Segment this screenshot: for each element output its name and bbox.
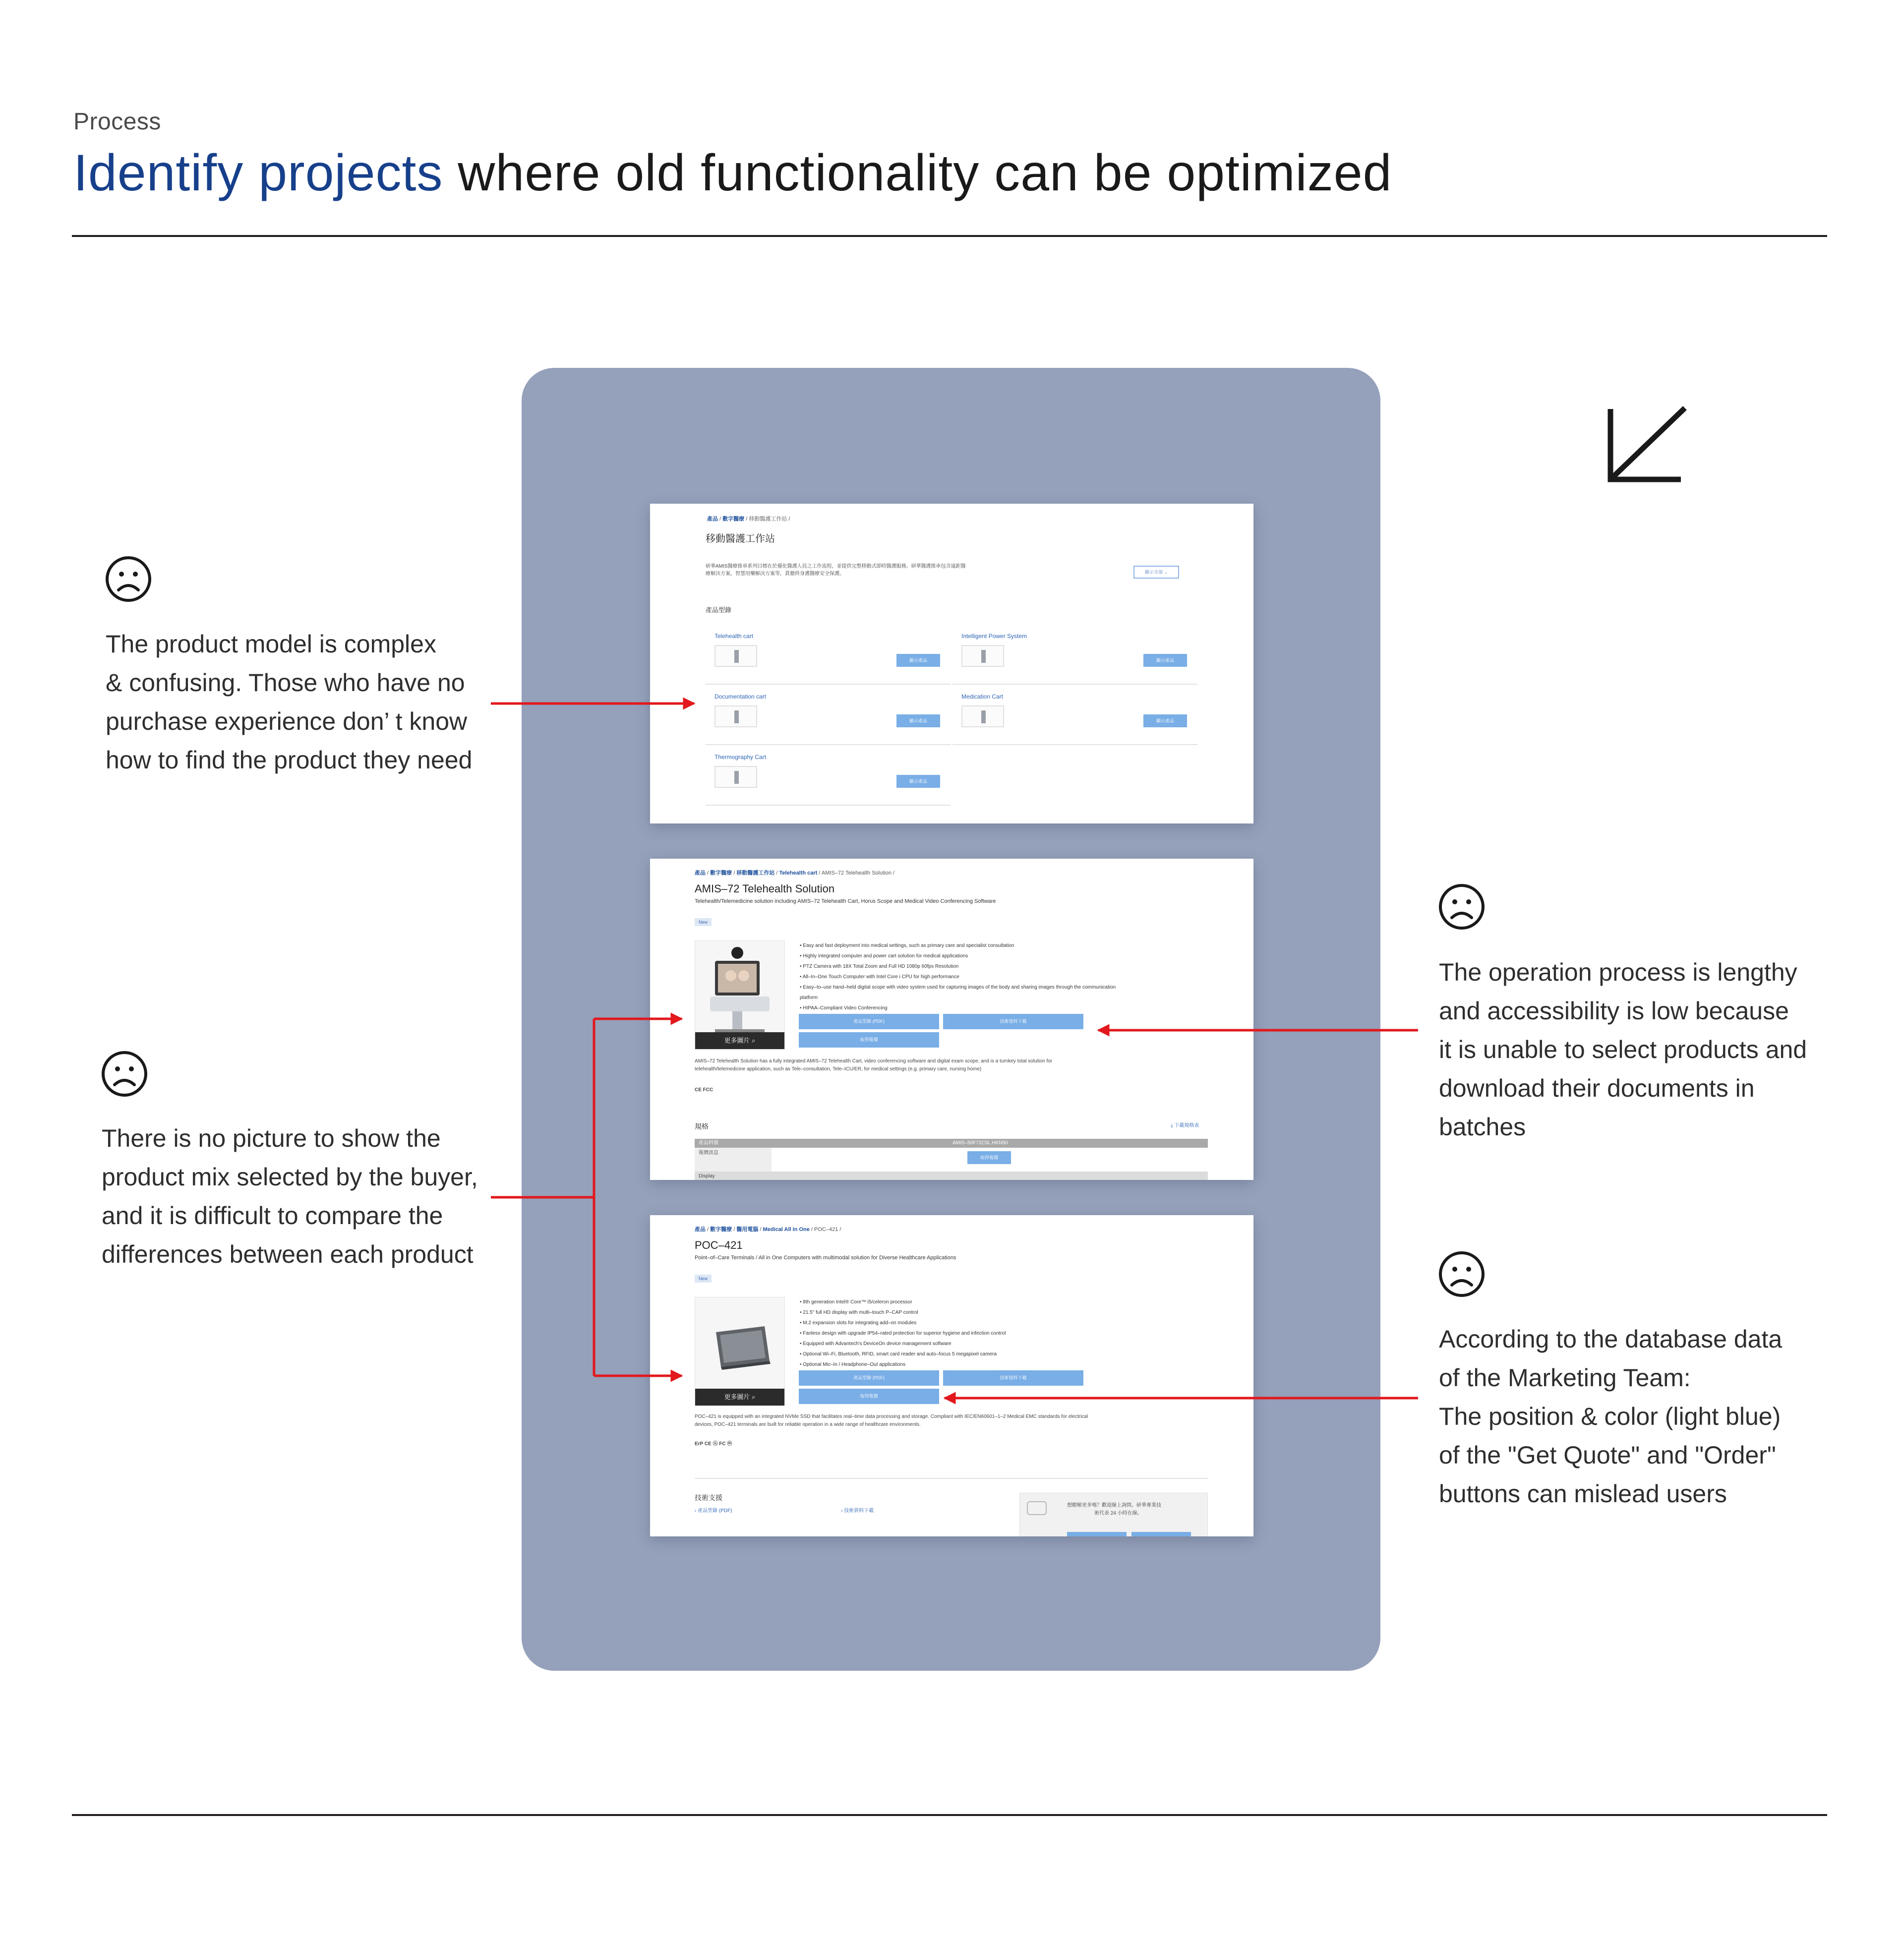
breadcrumb: 產品 / 數字醫療 / 醫用電腦 / Medical All in One / POC–421 / xyxy=(695,1227,841,1232)
filter-dropdown[interactable]: 顯示全部 ⌄ xyxy=(1133,566,1179,579)
chat-support-box[interactable] xyxy=(1019,1493,1208,1536)
more-images-button[interactable]: 更多圖片 ⌕ xyxy=(695,1389,784,1406)
product-name[interactable]: Documentation cart xyxy=(714,693,767,700)
chat-text-line1: 想瞭解更多嗎？歡迎線上詢問。研華專業技 xyxy=(1067,1503,1161,1508)
pain-point-note-3: The operation process is lengthy and accessibility is low because it is unable to select products and download their documents in batches xyxy=(1439,958,1807,1141)
spec-row-display-label: Display xyxy=(699,1173,715,1179)
show-product-button[interactable]: 顯示產品 xyxy=(896,714,940,727)
product-thumbnail xyxy=(714,645,757,667)
spec-table-header xyxy=(695,1139,1208,1148)
category-desc-line1: 研華AMIS醫療推車系列目標在於優化醫護人員之工作流程，並提供完整移動式即時醫護服務。研華醫護推車包含遠距醫 xyxy=(706,564,966,569)
category-title: 移動醫護工作站 xyxy=(706,533,775,544)
chat-text-line2: 術代表 24 小時在線。 xyxy=(1094,1511,1142,1516)
get-quote-button[interactable]: 取得報價 xyxy=(799,1032,939,1048)
chat-bubble-icon xyxy=(1027,1501,1047,1515)
more-images-button[interactable]: 更多圖片 ⌕ xyxy=(695,1032,784,1049)
chat-button-left[interactable] xyxy=(1067,1532,1127,1536)
spec-section-title: 規格 xyxy=(695,1122,709,1130)
certification-logos: ErP CE ⓤ FC ⓦ xyxy=(695,1441,732,1447)
section-eyebrow: Process xyxy=(73,109,161,135)
product-desc-line1: POC–421 is equipped with an integrated NVMe SSD that facilitates real–time data processing and storage. Compliant with IEC/EN60601–1–2 Medical EMC standards for electrical xyxy=(695,1414,1088,1419)
product-name[interactable]: Thermography Cart xyxy=(714,754,767,761)
support-section-title: 技術支援 xyxy=(695,1494,722,1502)
spec-download-link[interactable]: ⤓ 下載規格表 xyxy=(1171,1123,1199,1128)
frowning-face-icon xyxy=(1438,883,1486,931)
product-subtitle: Point–of–Care Terminals / All in One Computers with multimodal solution for Diverse Healthcare Applications xyxy=(695,1255,956,1261)
frowning-face-icon xyxy=(1438,1250,1486,1298)
tech-download-button[interactable]: 技術資料下載 xyxy=(943,1370,1083,1386)
frowning-face-icon xyxy=(101,1050,148,1098)
catalog-pdf-button[interactable]: 產品型錄 (PDF) xyxy=(799,1370,939,1386)
pain-point-note-2: There is no picture to show the product mix selected by the buyer, and it is difficult to compare the differences between each product xyxy=(102,1124,478,1268)
product-image[interactable] xyxy=(695,940,785,1050)
catalog-pdf-button[interactable]: 產品型錄 (PDF) xyxy=(799,1014,939,1029)
category-desc-line2: 療解決方案，智慧用藥解決方案等，貫徹終身護醫療安全保護。 xyxy=(706,571,844,577)
support-link-download[interactable]: › 技術資料下載 xyxy=(841,1508,874,1514)
page-title xyxy=(73,144,1392,203)
spec-get-quote-button[interactable]: 取得報價 xyxy=(967,1151,1011,1164)
product-card-medication-cart[interactable] xyxy=(952,688,1198,745)
product-image[interactable] xyxy=(695,1297,785,1406)
tech-download-button[interactable]: 技術資料下載 xyxy=(943,1014,1083,1029)
spec-col-model: AMIS–50F72C5L.HKN50 xyxy=(952,1140,1008,1146)
feature-list: • Easy and fast deployment into medical settings, such as primary care and specialist consultation • Highly integrated computer and power cart solution for medical applications • PTZ Camera with 18X Total Zoom and Full HD 1080p 60fps Resolution • All–In–One Touch Computer with Intel Core i CPU for high performance • Easy–to–use hand–held digital scope with video system used for capturing images of the body and sharing images through the communication platform • HIPAA–Compliant Video Conferencing xyxy=(800,943,1116,1011)
frowning-face-icon xyxy=(105,555,152,603)
product-desc-line2: telehealth/telemedicine application, such as Tele–consultation, Tele–ICU/ER, for medical settings (e.g. primary care, nursing home) xyxy=(695,1066,982,1072)
new-badge: New xyxy=(695,1275,712,1283)
breadcrumb: 產品 / 數字醫療 / 移動醫護工作站 / xyxy=(707,516,790,522)
product-title: POC–421 xyxy=(695,1239,743,1251)
product-card-telehealth-cart[interactable] xyxy=(706,628,951,685)
product-thumbnail xyxy=(961,645,1004,667)
product-thumbnail xyxy=(961,705,1004,727)
product-card-thermography-cart[interactable] xyxy=(706,749,951,806)
pain-point-note-4: According to the database data of the Marketing Team: The position & color (light blue) of the "Get Quote" and "Order" buttons can mislead users xyxy=(1439,1325,1783,1508)
product-desc-line1: AMIS–72 Telehealth Solution has a fully integrated AMIS–72 Telehealth Cart, video conferencing software and digital exam scope, and is a turnkey total solution for xyxy=(695,1058,1053,1064)
product-name[interactable]: Medication Cart xyxy=(961,693,1004,700)
breadcrumb: 產品 / 數字醫療 / 移動醫護工作站 / Telehealth cart / AMIS–72 Telehealth Solution / xyxy=(695,870,895,876)
product-title: AMIS–72 Telehealth Solution xyxy=(695,882,835,895)
product-detail-screenshot-poc421 xyxy=(650,1215,1253,1536)
tablet-terminal-illustration xyxy=(695,1297,785,1392)
product-thumbnail xyxy=(714,705,757,727)
pain-point-note-1: The product model is complex & confusing. Those who have no purchase experience don’ t know how to find the product they need xyxy=(106,630,473,774)
catalog-section-title: 產品型錄 xyxy=(706,606,732,614)
show-product-button[interactable]: 顯示產品 xyxy=(1143,654,1187,667)
spec-col-label: 產品料號 xyxy=(699,1140,718,1146)
show-product-button[interactable]: 顯示產品 xyxy=(896,775,940,788)
product-card-intelligent-power-system[interactable] xyxy=(952,628,1198,685)
get-quote-button[interactable]: 取得報價 xyxy=(799,1389,939,1404)
show-product-button[interactable]: 顯示產品 xyxy=(896,654,940,667)
product-name[interactable]: Intelligent Power System xyxy=(961,633,1027,640)
chat-button-right[interactable] xyxy=(1131,1532,1191,1536)
feature-list: • 8th generation Intel® Core™ i5/celeron processor • 21.5" full HD display with multi–touch P–CAP control • M.2 expansion slots for integrating add–on modules • Fanless design with upgrade IP54–rated protection for superior hygiene and infection control • Equipped with Advantech's DeviceOn device management software • Optional Wi–Fi, Bluetooth, RFID, smart card reader and auto–focus 5 megapixel camera • Optional Mic–In / Headphone–Out applications xyxy=(800,1299,1006,1367)
spec-row-label-cell xyxy=(695,1148,772,1172)
product-desc-line2: devices, POC–421 terminals are built for reliable operation in a wide range of healthcare environments. xyxy=(695,1422,921,1427)
product-name[interactable]: Telehealth cart xyxy=(714,633,754,640)
bottom-divider xyxy=(72,1814,1827,1816)
page-title-accent: Identify projects xyxy=(73,144,443,202)
show-product-button[interactable]: 顯示產品 xyxy=(1143,714,1187,727)
certification-logos: CE FCC xyxy=(695,1087,714,1093)
spec-row-label: 報價訊息 xyxy=(699,1150,718,1156)
product-subtitle: Telehealth/Telemedicine solution including AMIS–72 Telehealth Cart, Horus Scope and Medical Video Conferencing Software xyxy=(695,898,996,904)
telehealth-cart-illustration xyxy=(695,941,785,1035)
support-link-catalog[interactable]: › 產品型錄 (PDF) xyxy=(695,1508,732,1514)
arrow-down-left-icon xyxy=(1606,404,1691,488)
product-detail-screenshot-amis72 xyxy=(650,859,1253,1180)
product-card-documentation-cart[interactable] xyxy=(706,688,951,745)
product-thumbnail xyxy=(714,766,757,788)
top-divider xyxy=(72,235,1827,237)
spec-row-display xyxy=(695,1172,1208,1180)
page-title-rest: where old functionality can be optimized xyxy=(458,144,1392,202)
new-badge: New xyxy=(695,918,712,926)
divider xyxy=(695,1478,1208,1479)
product-category-screenshot xyxy=(650,504,1253,823)
